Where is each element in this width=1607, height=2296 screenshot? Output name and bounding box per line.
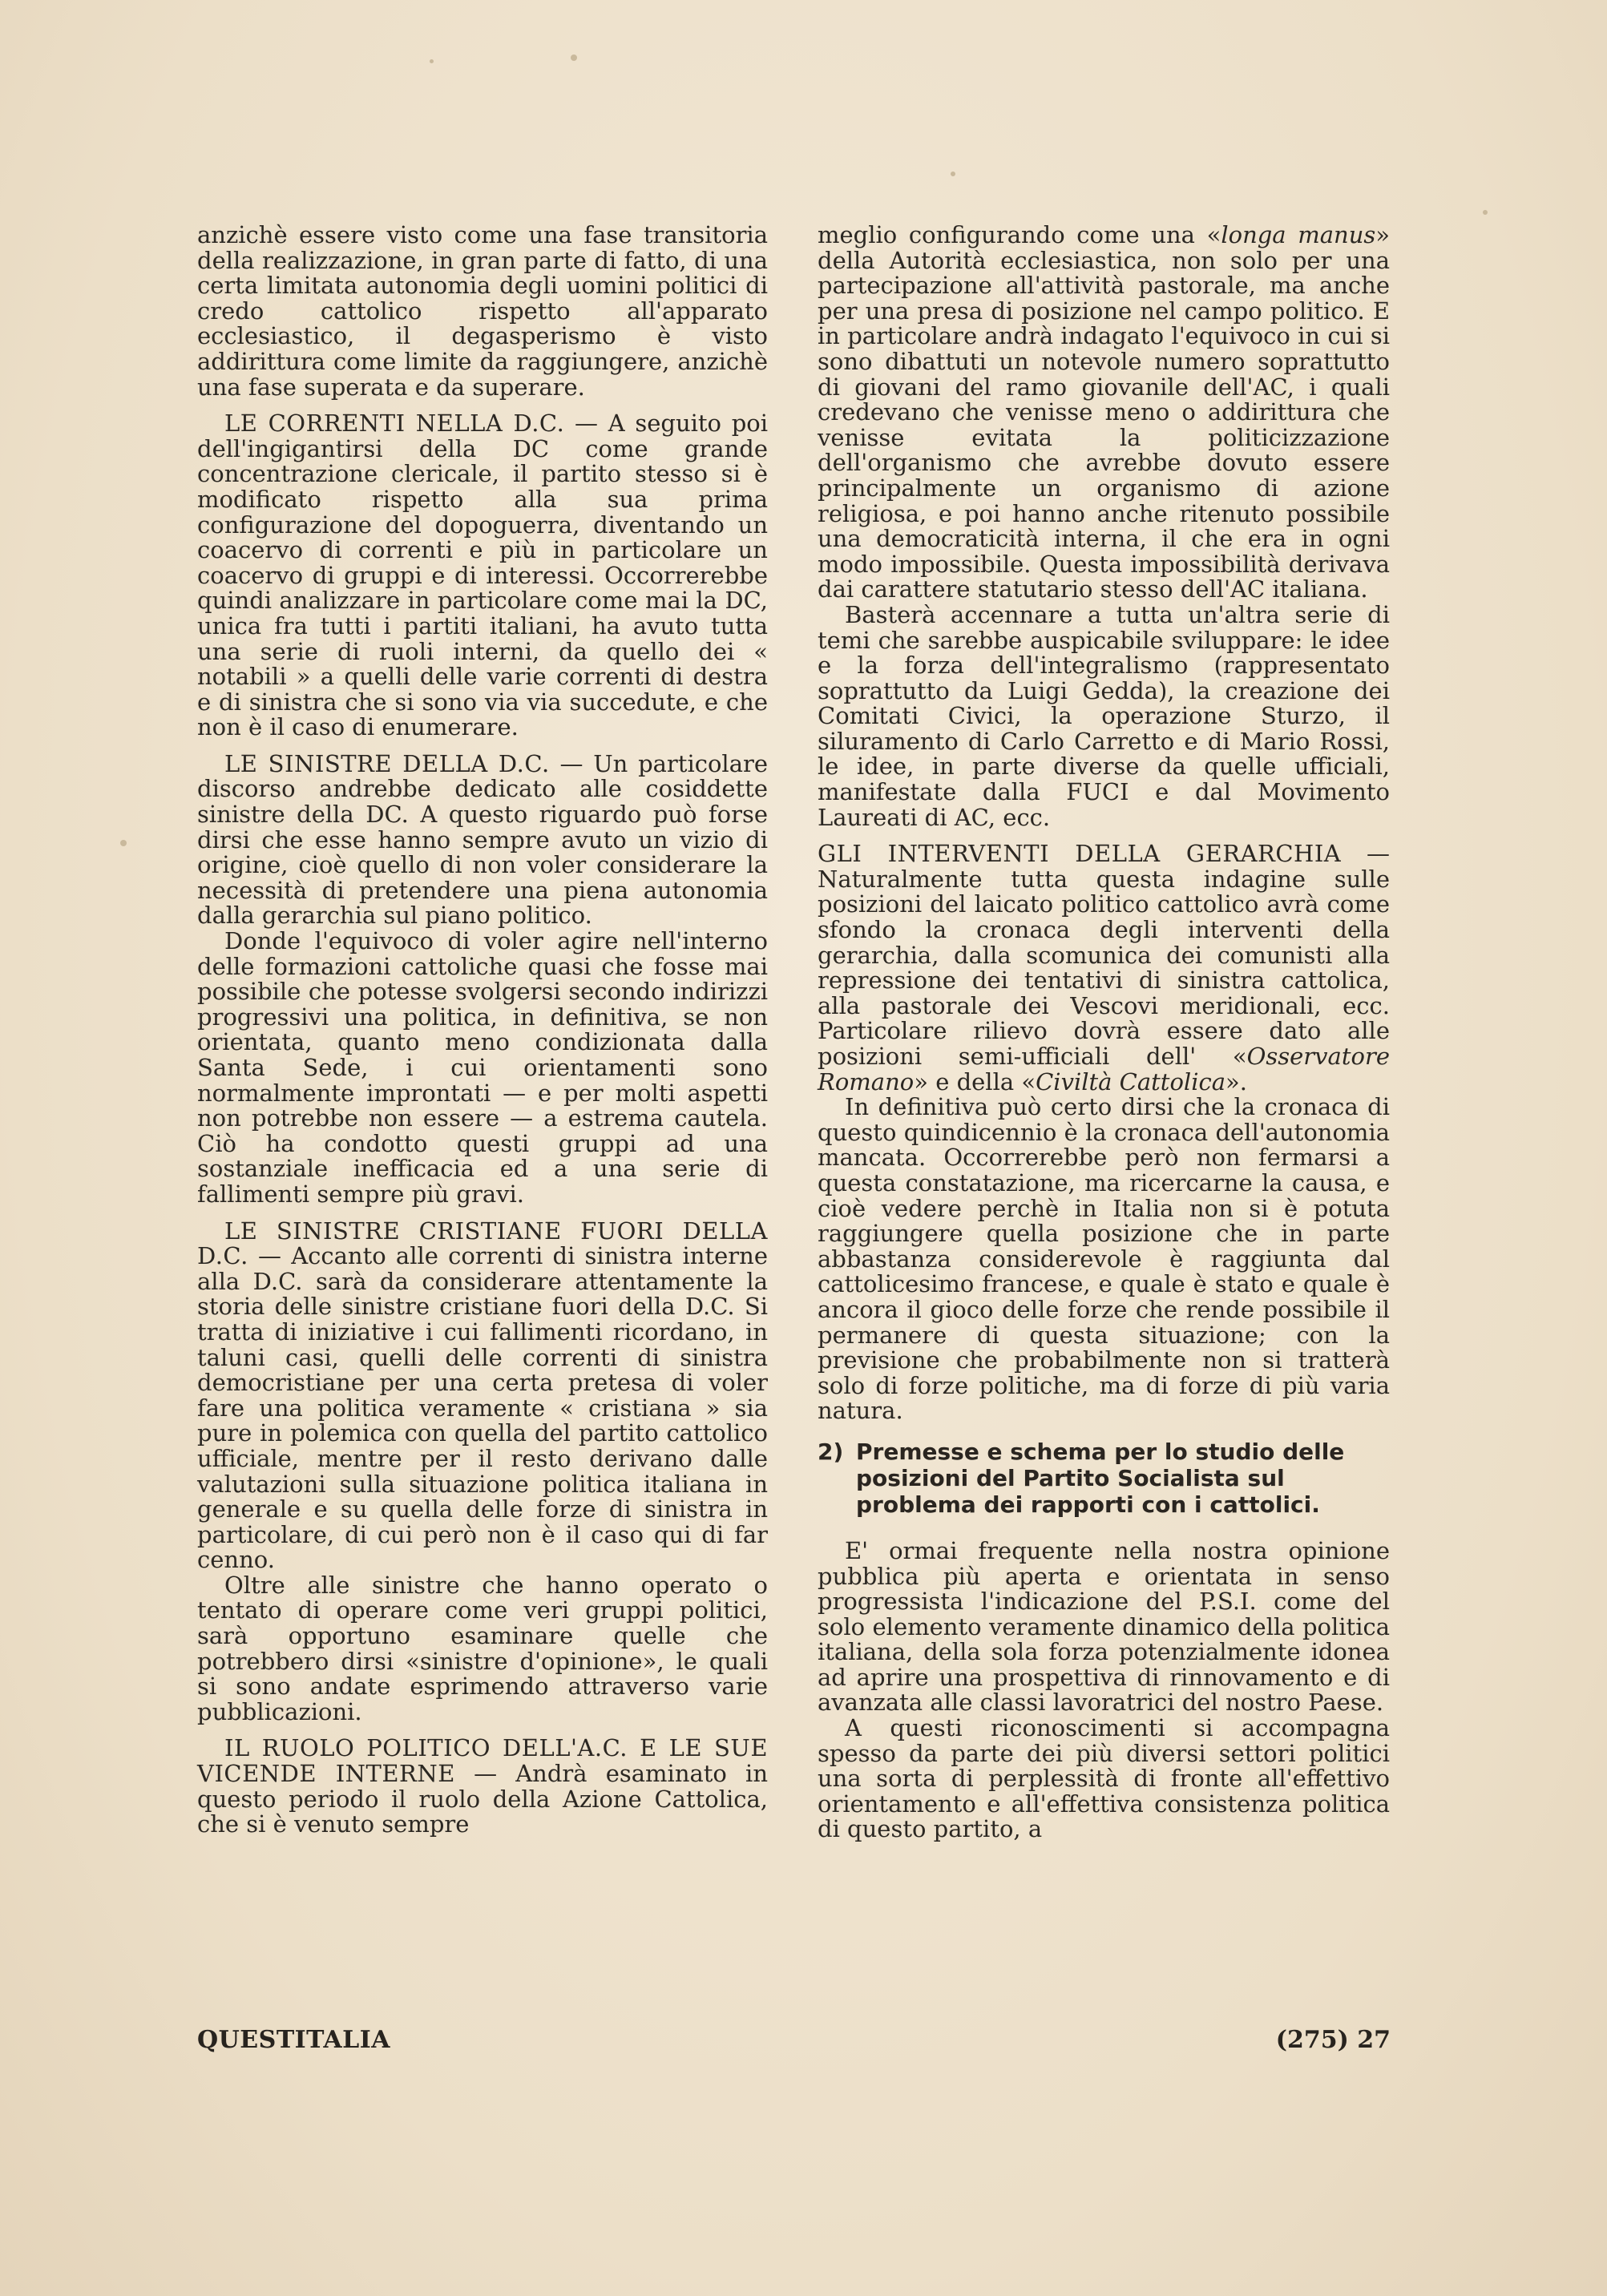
section-heading: LE SINISTRE CRISTIANE FUORI DELLA D.C. — [197, 1217, 768, 1270]
section-text: » e della « — [914, 1067, 1036, 1096]
text-run: » della Autorità ecclesiastica, non solo per una partecipazione all'attività pastorale, ma anche per una presa di posizione nel campo politico. E in particolare andrà indagato l'equivoco in cui si sono dibattuti un notevole numero soprattutto di giovani del ramo giovanile dell'AC, i quali credevano che venisse meno o addirittura che venisse evitata la politicizzazione dell'organismo che avrebbe dovuto essere principalmente un organismo di azione religiosa, e poi hanno anche ritenuto possibile una democraticità interna, il che era in ogni modo impossibile. Questa impossibilità derivava dai carattere statutario stesso dell'AC italiana. — [818, 221, 1390, 603]
section-sinistre-cristiane — [197, 1219, 768, 1573]
section-text: — Un particolare discorso andrebbe dedicato alle cosiddette sinistre della DC. A questo riguardo può forse dirsi che esse hanno sempre avuto un vizio di origine, cioè quello di non voler considerare la necessità di pretendere una piena autonomia dalla gerarchia sul piano politico. — [197, 749, 769, 930]
section-ruolo-ac — [197, 1736, 768, 1837]
section-text: ». — [1225, 1067, 1247, 1096]
magazine-name: QUESTITALIA — [197, 2026, 391, 2054]
section-heading: IL RUOLO POLITICO DELL'A.C. E LE SUE VICENDE INTERNE — [197, 1734, 768, 1788]
section-text: — Accanto alle correnti di sinistra interne alla D.C. sarà da considerare attentamente la storia delle sinistre cristiane fuori della D.C. Si tratta di iniziative i cui fallimenti ricordano, in taluni casi, quelli delle correnti di sinistra democristiane per una certa pretesa di voler fare una politica veramente « cristiana » sia pure in polemica con quella del partito cattolico ufficiale, mentre per il resto derivano dalle valutazioni sulla situazione politica italiana in generale e su quella delle forze di sinistra in particolare, di cui però non è il caso qui di far cenno. — [197, 1242, 769, 1574]
italic-text: Osservatore Romano — [818, 1043, 1390, 1096]
section-text: — Andrà esaminato in questo periodo il ruolo della Azione Cattolica, che si è venuto sempre — [197, 1760, 768, 1838]
section-heading: LE SINISTRE DELLA D.C. — [224, 749, 550, 777]
section-gerarchia — [818, 841, 1390, 1095]
paragraph: Donde l'equivoco di voler agire nell'interno delle formazioni cattoliche quasi che fosse mai possibile che potesse svolgersi secondo indirizzi progressivi una politica, in definitiva, se non orientata, quanto meno condizionata dalla Santa Sede, i cui orientamenti sono normalmente improntati — e per molti aspetti non potrebbe non essere — a estrema cautela. Ciò ha condotto questi gruppi ad una sostanziale inefficacia ed a una serie di fallimenti sempre più gravi. — [197, 927, 768, 1208]
section-text: — Naturalmente tutta questa indagine sulle posizioni del laicato politico cattolico avrà come sfondo la cronaca degli interventi della gerarchia, dalla scomunica dei comunisti alla repressione dei tentativi di sinistra cattolica, alla pastorale dei Vescovi meridionali, ecc. Particolare rilievo dovrà essere dato alle posizioni semi-ufficiali dell' « — [818, 840, 1391, 1070]
heading-number: 2) — [818, 1438, 844, 1465]
section-text: — A seguito poi dell'ingigantirsi della DC come grande concentrazione clericale, il partito stesso si è modificato rispetto alla sua prima configurazione del dopoguerra, diventando un coacervo di correnti e più in particolare un coacervo di gruppi e di interessi. Occorrerebbe quindi analizzare in particolare come mai la DC, unica fra tutti i partiti italiani, ha avuto tutta una serie di ruoli interni, da quello dei « notabili » a quelli delle varie correnti di destra e di sinistra che si sono via via succedute, e che non è il caso di enumerare. — [197, 410, 769, 741]
paragraph: A questi riconoscimenti si accompagna spesso da parte dei più diversi settori politici una sorta di perplessità di fronte all'effettivo orientamento e all'effettiva consistenza politica di questo partito, a — [818, 1714, 1390, 1843]
paragraph: E' ormai frequente nella nostra opinione pubblica più aperta e orientata in senso progressista l'indicazione del P.S.I. come del solo elemento veramente dinamico della politica italiana, della sola forza potenzialmente idonea ad aprire una prospettiva di rinnovamento e di avanzata alle classi lavoratrici del nostro Paese. — [818, 1536, 1390, 1717]
section-sinistre — [197, 749, 769, 930]
numbered-heading — [818, 1439, 1390, 1518]
paragraph: Basterà accennare a tutta un'altra serie di temi che sarebbe auspicabile sviluppare: le idee e la forza dell'integralismo (rappresentato soprattutto da Luigi Gedda), la creazione dei Comitati Civici, la operazione Sturzo, il siluramento di Carlo Carretto e di Mario Rossi, le idee, in parte diverse da quelle ufficiali, manifestate dalla FUCI e dal Movimento Laureati di AC, ecc. — [818, 600, 1390, 831]
paragraph — [818, 223, 1390, 603]
section-heading: GLI INTERVENTI DELLA GERARCHIA — [818, 840, 1342, 868]
heading-text: Premesse e schema per lo studio delle posizioni del Partito Socialista sul problema dei rapporti con i cattolici. — [856, 1438, 1345, 1518]
right-column — [818, 223, 1390, 1842]
paragraph: anzichè essere visto come una fase transitoria della realizzazione, in gran parte di fatto, di una certa limitata autonomia degli uomini politici di credo cattolico rispetto all'apparato ecclesiastico, il degasperismo è visto addirittura come limite da raggiungere, anzichè una fase superata e da superare. — [197, 221, 768, 401]
italic-text: longa manus — [1221, 221, 1376, 248]
left-column — [197, 223, 768, 1838]
text-run: meglio configurando come una « — [818, 221, 1221, 248]
page-number: (275) 27 — [1275, 2026, 1391, 2054]
section-heading: LE CORRENTI NELLA D.C. — [224, 410, 565, 438]
paragraph: Oltre alle sinistre che hanno operato o tentato di operare come veri gruppi politici, sarà opportuno esaminare quelle che potrebbero dirsi «sinistre d'opinione», le quali si sono andate esprimendo attraverso varie pubblicazioni. — [197, 1571, 768, 1725]
paragraph: In definitiva può certo dirsi che la cronaca di questo quindicennio è la cronaca dell'autonomia mancata. Occorrerebbe però non fermarsi a questa constatazione, ma ricercarne la causa, e cioè vedere perchè in Italia non si è potuta raggiungere quella posizione che in parte abbastanza considerevole è raggiunta dal cattolicesimo francese, e quale è stato e quale è ancora il gioco delle forze che rende possibile il permanere di questa situazione; con la previsione che probabilmente non si tratterà solo di forze politiche, ma di forze di più varia natura. — [818, 1093, 1390, 1425]
section-correnti — [197, 411, 768, 740]
italic-text: Civiltà Cattolica — [1036, 1067, 1225, 1096]
